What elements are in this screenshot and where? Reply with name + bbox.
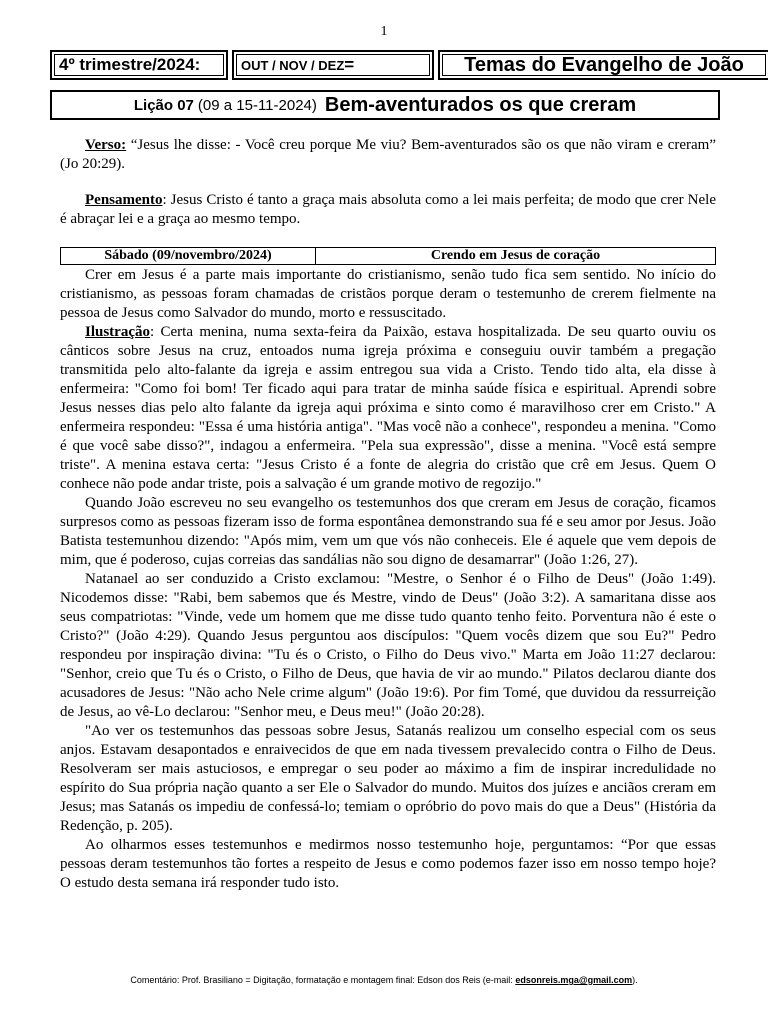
- theme-title: Temas do Evangelho de João: [464, 53, 744, 76]
- lesson-header: [50, 50, 744, 80]
- verse-label: Verso:: [85, 137, 127, 153]
- thought-paragraph: [60, 191, 716, 229]
- lesson-dates: (09 a 15-11-2024): [197, 96, 317, 114]
- body-paragraph-3: Quando João escreveu no seu evangelho os testemunhos dos que creram em Jesus de coração, ficamos surpresos como as pessoas fizeram isso de forma espontânea demonstrando sua fé e seu amor por Jesus. João Batista testemunhou dizendo: "Após mim, vem um que vós não conheceis. Ele é aquele que vem depois de mim, que é poderoso, cujas correias das sandálias não sou digno de desamarrar" (João 1:26, 27).: [60, 495, 716, 568]
- body-paragraph-1: Crer em Jesus é a parte mais importante do cristianismo, senão tudo fica sem sentido. No início do cristianismo, as pessoas foram chamadas de cristãos porque deram o testemunho de crerem fielmente na pessoa de Jesus como Salvador do mundo, morto e ressuscitado.: [60, 267, 716, 321]
- illustration-text: : Certa menina, numa sexta-feira da Paixão, estava hospitalizada. De seu quarto ouviu os cânticos sobre Jesus na cruz, entoados numa igreja próxima e conseguiu ouvir também a pregação transmitida pelo alto-falante da igreja e assim entregou sua vida a Cristo. Tendo tido alta, ela disse à enfermeira: "Como foi bom! Ter ficado aqui para tratar de minha saúde física e espiritual. Aprendi sobre Jesus nesses dias pelo alto falante da igreja aqui próxima e sinto como é maravilhoso crer em Cristo." A enfermeira respondeu: "Essa é uma história antiga". "Mas você não a conhece", respondeu a menina. "Como é que você sabe disso?", indagou a enfermeira. "Pela sua expressão", disse a menina. "Você está sempre triste". A menina estava certa: "Jesus Cristo é a fonte de alegria do cristão que crê em Jesus. Quem O conhece não pode andar triste, pois a salvação é um grande motivo de regozijo.": [60, 324, 716, 492]
- months-label: OUT / NOV / DEZ: [241, 57, 345, 73]
- verse-paragraph: [60, 136, 716, 174]
- months-box: [232, 50, 434, 80]
- trimester-box: [50, 50, 228, 80]
- lesson-title: Bem-aventurados os que creram: [324, 93, 637, 116]
- trimester-label: 4º trimestre/2024:: [59, 55, 201, 74]
- footer-email-link[interactable]: edsonreis.mga@gmail.com: [515, 975, 633, 985]
- day-date: Sábado (09/novembro/2024): [61, 248, 316, 265]
- theme-box: [438, 50, 768, 80]
- illustration-paragraph: [60, 323, 716, 494]
- footer-text: Comentário: Prof. Brasiliano = Digitação, formatação e montagem final: Edson dos Reis (e-mail:: [130, 975, 516, 985]
- thought-label: Pensamento: [85, 192, 163, 208]
- footer-end: ).: [632, 975, 638, 985]
- illustration-label: Ilustração: [85, 324, 150, 340]
- day-header-table: [60, 247, 716, 265]
- months-suffix: =: [344, 55, 355, 74]
- lesson-title-box: [50, 90, 720, 120]
- thought-text: : Jesus Cristo é tanto a graça mais absoluta como a lei mais perfeita; de modo que crer Nele é abraçar lei e a graça ao mesmo tempo.: [60, 192, 716, 227]
- footer-credits: [0, 975, 768, 985]
- body-paragraph-4: Natanael ao ser conduzido a Cristo exclamou: "Mestre, o Senhor é o Filho de Deus" (João 1:49). Nicodemos disse: "Rabi, bem sabemos que és Mestre, vindo de Deus" (João 3:2). A samaritana disse aos seus compatriotas: "Vinde, vede um homem que me disse tudo quanto tenho feito. Porventura não é este o Cristo?" (João 4:29). Quando Jesus perguntou aos discípulos: "Quem vocês dizem que sou Eu?" Pedro respondeu por inspiração divina: "Tu és o Cristo, o Filho do Deus vivo." Marta em João 11:27 declarou: "Senhor, creio que Tu és o Cristo, o Filho de Deus, que havia de vir ao mundo." Pilatos declarou diante dos acusadores de Jesus: "Não acho Nele crime algum" (João 19:6). Por fim Tomé, que duvidou da ressurreição de Jesus, ao vê-Lo declarou: "Senhor meu, e Deus meu!" (João 20:28).: [60, 571, 716, 720]
- day-title: Crendo em Jesus de coração: [316, 248, 716, 265]
- body-paragraph-6: Ao olharmos esses testemunhos e medirmos nosso testemunho hoje, perguntamos: “Por que essas pessoas deram testemunhos tão fortes a respeito de Jesus e como podemos fazer isso em nosso tempo hoje? O estudo desta semana irá responder tudo isto.: [60, 837, 716, 891]
- lesson-number: Lição 07: [133, 96, 194, 114]
- lesson-body: [60, 266, 716, 893]
- verse-text: “Jesus lhe disse: - Você creu porque Me viu? Bem-aventurados são os que não viram e creram” (Jo 20:29).: [60, 137, 716, 172]
- body-paragraph-5: "Ao ver os testemunhos das pessoas sobre Jesus, Satanás realizou um conselho especial com os seus anjos. Estavam desapontados e enraivecidos de que em nada tivessem prevalecido contra o Filho de Deus. Resolveram ser mais astuciosos, e empregar o seu poder ao máximo a fim de inspirar incredulidade no espírito do Sua própria nação quanto a ser Ele o Salvador do mundo. Muitos dos juízes e anciãos creram em Jesus; mas Satanás os impediu de confessá-lo; temiam o opróbrio do povo mais do que a Deus" (História da Redenção, p. 205).: [60, 723, 716, 834]
- page-number: 1: [380, 24, 388, 39]
